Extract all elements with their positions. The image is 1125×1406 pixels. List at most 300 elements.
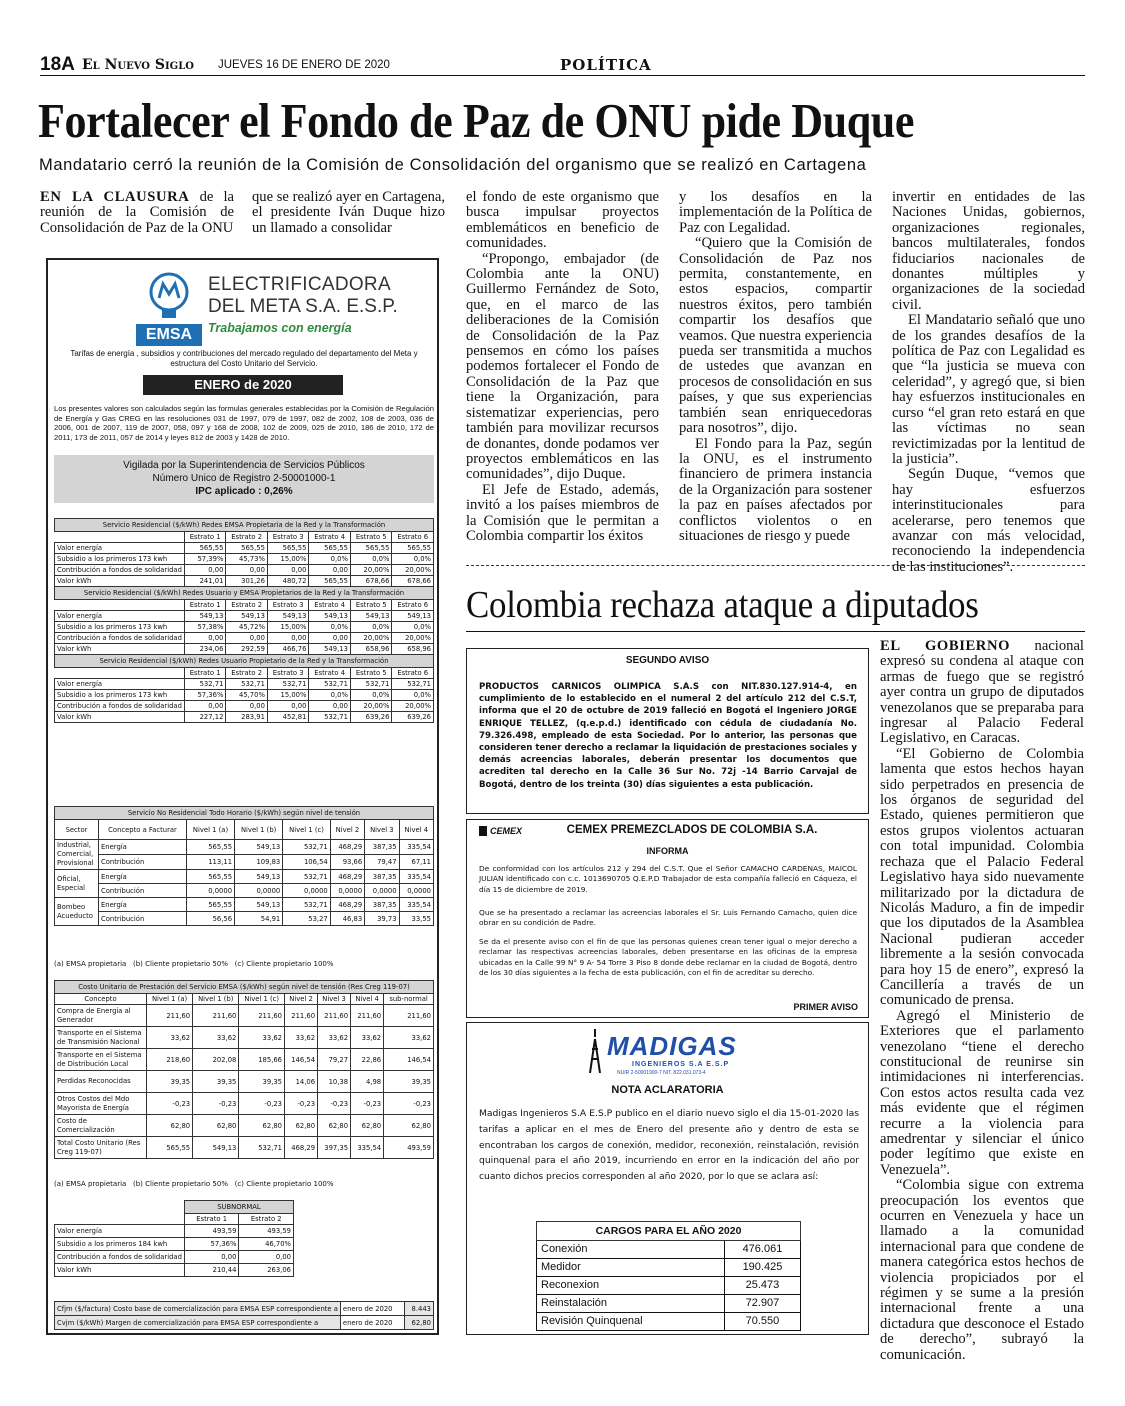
- cu-cell: -0,23: [285, 1093, 318, 1115]
- nr-cell: 387,35: [365, 870, 399, 884]
- cu-cell: 33,62: [318, 1027, 351, 1049]
- nr-cell: 0,0000: [187, 884, 235, 898]
- nr-sector: Bombeo Acueducto: [55, 898, 99, 926]
- article2-body: EL GOBIERNO nacional expresó su condena al ataque con armas de fuego que se registró ayer contra un grupo de diputados venezolanos que se preparaba para ingresar al Palacio Federal Legislativo, en Caracas. “El Gobierno de Colombia lamenta que estos hechos hayan sido perpetrados en presencia de los órganos de seguridad del Estado, quienes permitieron que estos grupos violentos actuaran con total impunidad. Colombia rechaza que el Palacio Federal Legislativo haya sido nuevamente militarizado por la dictadura de Nicolás Maduro, a fin de impedir que los diputados de la Asamblea Nacional pudieran acceder libremente a la sesión convocada para hoy 15 de enero”, expresó la Cancillería a través de un comunicado de prensa. Agregó el Ministerio de Exteriores que el parlamento venezolano “tiene el derecho constitucional de reunirse sin intimidaciones ni interferencias. Con estos actos resulta cada vez más evidente que el régimen recurre a la violencia para amedrentar y silenciar el único poder legítimo que existe en Venezuela”. “Colombia sigue con extrema preocupación los eventos que ocurren en Venezuela y hace un llamado a la comunidad internacional para que condene de manera categórica estos hechos de violencia propiciados por el régimen y se sume a la presión internacional frente a una dictadura que desconoce el Estado de derecho”, subrayó la comunicación.: [880, 638, 1084, 1363]
- emsa-vigilada: Vigilada por la Superintendencia de Servicios Públicos Número Unico de Registro 2-50001000-1 IPC aplicado : 0,26%: [54, 455, 434, 503]
- article1-col2: que se realizó ayer en Cartagena, el presidente Iván Duque hizo un llamado a consolidar: [252, 189, 445, 236]
- res-cell: 532,71: [392, 679, 434, 690]
- res-cell: 0,00: [267, 701, 309, 712]
- nr-cell: 468,29: [330, 870, 364, 884]
- res-cell: 301,26: [226, 576, 268, 587]
- res-cell: 20,00%: [392, 565, 434, 576]
- cu-cell: 62,80: [318, 1115, 351, 1137]
- emsa-fees-wrap: [54, 1301, 434, 1330]
- res-cell: 549,13: [184, 611, 226, 622]
- emsa-ad: [46, 258, 439, 1335]
- cu-cell: -0,23: [318, 1093, 351, 1115]
- res-cell: 20,00%: [392, 633, 434, 644]
- cu-concept: Costo de Comercialización: [55, 1115, 147, 1137]
- res-cell: 565,55: [309, 543, 351, 554]
- madigas-charge-value: 25.473: [724, 1277, 800, 1295]
- res-cell: 532,71: [226, 679, 268, 690]
- madigas-charge-label: Reconexion: [537, 1277, 725, 1295]
- cu-cell: 62,80: [285, 1115, 318, 1137]
- res-cell: 0,00: [184, 565, 226, 576]
- nr-cell: 0,0000: [399, 884, 433, 898]
- nr-cell: 54,91: [235, 912, 283, 926]
- res-cell: 20,00%: [350, 565, 392, 576]
- fee-label: Cfjm ($/factura) Costo base de comercialización para EMSA ESP correspondiente a: [55, 1302, 341, 1316]
- fee-value: 62,80: [405, 1316, 434, 1330]
- res-cell: 678,66: [350, 576, 392, 587]
- res-cell: 0,00: [309, 565, 351, 576]
- sub-row-label: Valor energía: [55, 1225, 185, 1238]
- nr-cell: 56,56: [187, 912, 235, 926]
- nr-cell: 106,54: [283, 855, 331, 870]
- res-cell: 658,96: [392, 644, 434, 655]
- nr-cell: 39,73: [365, 912, 399, 926]
- nr-col-header: Nivel 1 (c): [283, 820, 331, 840]
- cu-cell: 33,62: [285, 1027, 318, 1049]
- nr-cell: 565,55: [187, 898, 235, 912]
- res-col-header: Estrato 6: [392, 532, 434, 543]
- cu-cell: 39,35: [239, 1071, 285, 1093]
- cu-concept: Transporte en el Sistema de Distribución Local: [55, 1049, 147, 1071]
- cu-cell: 79,27: [318, 1049, 351, 1071]
- res-cell: 0,0%: [309, 690, 351, 701]
- res-table-title: Servicio Residencial ($/kWh) Redes Usuario y EMSA Propietarios de la Red y la Transformación: [55, 587, 434, 600]
- cu-cell: 146,54: [285, 1049, 318, 1071]
- sub-cell: 46,70%: [239, 1238, 294, 1251]
- nr-cell: 549,13: [235, 840, 283, 855]
- article1-col3: el fondo de este organismo que busca impulsar proyectos emblemáticos en beneficio de comunidades. “Propongo, embajador (de Colombia ante la ONU) Guillermo Fernández de Soto, que, en el marco de las deliberaciones de la Comisión de Consolidación de la Paz pensemos en cómo los países podemos fortalecer el Fondo de Consolidación de la Paz que tiene la Organización, para sistematizar experiencias, pero también para movilizar recursos de donantes, donde podamos ver proyectos emblemáticos en las comunidades”, dijo Duque. El Jefe de Estado, además, invitó a los países miembros de la Comisión que le permitan a Colombia compartir los éxitos: [466, 189, 659, 544]
- nr-col-header: Nivel 1 (a): [187, 820, 235, 840]
- emsa-month: ENERO de 2020: [143, 375, 343, 395]
- unit-cost-table: [54, 980, 434, 1159]
- nr-cell: 67,11: [399, 855, 433, 870]
- cu-table-title: Costo Unitario de Prestación del Servicio EMSA ($/kWh) según nivel de tensión (Res Creg 119-07): [55, 981, 434, 994]
- nr-cell: 549,13: [235, 870, 283, 884]
- res-cell: 0,00: [184, 701, 226, 712]
- nr-cell: 335,54: [399, 840, 433, 855]
- res-cell: 0,0%: [309, 554, 351, 565]
- aviso-madigas: [466, 1022, 869, 1335]
- res-row-label: Contribución a fondos de solidaridad: [55, 633, 185, 644]
- nr-cell: 532,71: [283, 870, 331, 884]
- madigas-charge-label: Reinstalación: [537, 1295, 725, 1313]
- nr-sector: Oficial, Especial: [55, 870, 99, 898]
- aviso1-body: PRODUCTOS CARNICOS OLIMPICA S.A.S con NIT.830.127.914-4, en cumplimiento de lo establecido en el numeral 2 del artículo 212 del C.S.T, informa que el 20 de octubre de 2019 falleció en Bogotá el Ingeniero JORGE ENRIQUE TELLEZ, (q.e.p.d.) identificado con cédula de ciudadanía No. 79.326.498, empleado de esta Sociedad. Por lo anterior, las personas que consideren tener derecho a reclamar la liquidación de prestaciones sociales y demás acreencias laborales, deberán presentar los documentos que acrediten tal derecho en la Calle 36 Sur No. 72j -14 Barrio Carvajal de Bogotá, dentro de los treinta (30) días siguientes a esta publicación.: [479, 682, 857, 790]
- nr-cell: 565,55: [187, 870, 235, 884]
- cu-cell: 565,55: [147, 1137, 193, 1159]
- madigas-logo-sub: INGENIEROS S.A E.S.P: [632, 1061, 730, 1068]
- res-row-label: Valor energía: [55, 611, 185, 622]
- nr-concept: Energía: [99, 898, 187, 912]
- page-number: 18A: [40, 54, 75, 75]
- nr-sector: Industrial, Comercial, Provisional: [55, 840, 99, 870]
- nr-cell: 387,35: [365, 898, 399, 912]
- res-cell: 15,00%: [267, 622, 309, 633]
- nr-col-header: Nivel 2: [330, 820, 364, 840]
- res-cell: 658,96: [350, 644, 392, 655]
- res-cell: 0,00: [309, 633, 351, 644]
- emsa-legend-2: (a) EMSA propietaria (b) Cliente propietario 50% (c) Cliente propietario 100%: [54, 1180, 334, 1188]
- res-col-header: Estrato 5: [350, 600, 392, 611]
- res-cell: 639,26: [350, 712, 392, 723]
- sub-cell: 0,00: [239, 1251, 294, 1264]
- cu-cell: 33,62: [147, 1027, 193, 1049]
- nr-cell: 532,71: [283, 898, 331, 912]
- cu-cell: -0,23: [239, 1093, 285, 1115]
- article1-title: Fortalecer el Fondo de Paz de ONU pide Duque: [38, 93, 915, 148]
- cu-col-header: Nivel 2: [285, 994, 318, 1005]
- aviso2-p3: Se da el presente aviso con el fin de que las personas quienes crean tener igual o mejor derecho a reclamar las respectivas acreencias laborales, deben presentarse en las oficinas de la empresa ubicadas en la Calle 99 N° 9 A- 54 Torre 3 Piso 8 donde debe reclamar en la ciudad de Bogotá, dentro de los 30 días siguientes a la fecha de esta publicación, con el fin de acreditar su derecho.: [479, 937, 857, 977]
- fee-period: enero de 2020: [340, 1302, 404, 1316]
- nr-cell: 387,35: [365, 840, 399, 855]
- nr-concept: Contribución: [99, 912, 187, 926]
- res-col-header: Estrato 1: [184, 600, 226, 611]
- sub-corner: [55, 1214, 185, 1225]
- sub-cell: 493,59: [239, 1225, 294, 1238]
- res-cell: 565,55: [309, 576, 351, 587]
- res-cell: 45,70%: [226, 690, 268, 701]
- madigas-charge-value: 190.425: [724, 1259, 800, 1277]
- nr-cell: 565,55: [187, 840, 235, 855]
- nr-col-header: Concepto a Facturar: [99, 820, 187, 840]
- cu-cell: 62,80: [239, 1115, 285, 1137]
- res-cell: 45,73%: [226, 554, 268, 565]
- cu-concept: Perdidas Reconocidas: [55, 1071, 147, 1093]
- sub-col-header: Estrato 2: [239, 1214, 294, 1225]
- sub-row-label: Subsidio a los primeros 184 kwh: [55, 1238, 185, 1251]
- nr-cell: 335,54: [399, 870, 433, 884]
- fee-label: Cvjm ($/kWh) Margen de comercialización para EMSA ESP correspondiente a: [55, 1316, 341, 1330]
- cu-cell: 218,60: [147, 1049, 193, 1071]
- res-cell: 15,00%: [267, 690, 309, 701]
- emsa-note: Los presentes valores son calculados según las formulas generales establecidas por la Comisión de Regulación de Energía y Gas CREG en las resoluciones 031 de 1997, 079 de 1997, 082 de 2002, 108 de 2003, 036 de 2006, 001 de 2007, 119 de 2007, 058, 097 y 168 de 2008, 102 de 2009, 025 de 2010, 186 de 2010, 172 de 2011, 173 de 2011, 057 de 2014 y leyes 812 de 2003 y 1428 de 2010.: [54, 404, 434, 442]
- res-cell: 15,00%: [267, 554, 309, 565]
- article1-col5: invertir en entidades de las Naciones Unidas, gobiernos, organizaciones regionales, bancos multilaterales, fondos fiduciarios nacionales de donantes múltiples y organizaciones de la sociedad civil. El Mandatario señaló que uno de los grandes desafíos de la política de Paz con Legalidad es que “la justicia se mueva con celeridad”, y agregó que, si bien hay esfuerzos institucionales en curso “el gran reto estará en que las víctimas no sean revictimizadas por la lentitud de la justicia”. Según Duque, “vemos que hay esfuerzos interinstitucionales para acelerarse, pero tenemos que avanzar con más velocidad, reconociendo la independencia de las instituciones”.: [892, 189, 1085, 575]
- paper-name: El Nuevo Siglo: [82, 57, 194, 73]
- res-cell: 549,13: [350, 611, 392, 622]
- article1-col1: EN LA CLAUSURA de la reunión de la Comisión de Consolidación de Paz de la ONU: [40, 189, 234, 236]
- cu-cell: -0,23: [384, 1093, 434, 1115]
- sub-row-label: Contribución a fondos de solidaridad: [55, 1251, 185, 1264]
- cu-cell: 22,86: [351, 1049, 384, 1071]
- article1-col4: y los desafíos en la implementación de la Política de Paz con Legalidad. “Quiero que la Comisión de Consolidación de Paz nos permita, constantemente, en estos espacios, compartir nuestros éxitos, pero también compartir los desafíos que veamos. Que nuestra experiencia pueda ser transmitida a muchos de ustedes que avanzan en procesos de consolidación en sus países, y que sus experiencias también sean enriquecedoras para nosotros”, dijo. El Fondo para la Paz, según la ONU, es el instrumento financiero de primera instancia de la Organización para sostener la paz en países afectados por conflictos violentos o en situaciones de riesgo y puede: [679, 189, 872, 544]
- cu-cell: 39,35: [193, 1071, 239, 1093]
- res-cell: 639,26: [392, 712, 434, 723]
- res-cell: 678,66: [392, 576, 434, 587]
- cu-cell: 549,13: [193, 1137, 239, 1159]
- cu-cell: -0,23: [193, 1093, 239, 1115]
- res-cell: 57,36%: [184, 690, 226, 701]
- res-cell: 45,72%: [226, 622, 268, 633]
- fee-period: enero de 2020: [340, 1316, 404, 1330]
- cu-cell: 14,06: [285, 1071, 318, 1093]
- emsa-name-2: DEL META S.A. E.S.P.: [208, 296, 398, 317]
- nr-table-title: Servicio No Residencial Todo Horario ($/kWh) según nivel de tensión: [55, 807, 434, 820]
- cu-cell: 62,80: [351, 1115, 384, 1137]
- res-cell: 0,0%: [392, 554, 434, 565]
- nr-cell: 0,0000: [283, 884, 331, 898]
- cu-cell: 33,62: [384, 1027, 434, 1049]
- res-row-label: Contribución a fondos de solidaridad: [55, 701, 185, 712]
- res-col-header: Estrato 3: [267, 668, 309, 679]
- cu-cell: 211,60: [239, 1005, 285, 1027]
- res-cell: 565,55: [392, 543, 434, 554]
- res-cell: 57,38%: [184, 622, 226, 633]
- res-cell: 549,13: [267, 611, 309, 622]
- cu-cell: 185,66: [239, 1049, 285, 1071]
- cemex-logo: CEMEX: [479, 826, 522, 836]
- cu-cell: 532,71: [239, 1137, 285, 1159]
- res-col-header: Estrato 2: [226, 600, 268, 611]
- res-cell: 532,71: [309, 679, 351, 690]
- cu-cell: 211,60: [147, 1005, 193, 1027]
- cu-col-header: sub-normal: [384, 994, 434, 1005]
- res-cell: 549,13: [392, 611, 434, 622]
- res-cell: 57,39%: [184, 554, 226, 565]
- madigas-charge-label: Conexión: [537, 1241, 725, 1259]
- res-col-header: Estrato 4: [309, 600, 351, 611]
- res-cell: 565,55: [350, 543, 392, 554]
- res-row-label: Subsidio a los primeros 173 kwh: [55, 554, 185, 565]
- cu-cell: -0,23: [351, 1093, 384, 1115]
- aviso2-title: CEMEX PREMEZCLADOS DE COLOMBIA S.A.: [566, 824, 818, 836]
- gas-tower-icon: [587, 1029, 603, 1073]
- res-row-label: Valor energía: [55, 543, 185, 554]
- res-row-label: Valor energía: [55, 679, 185, 690]
- res-cell: 20,00%: [392, 701, 434, 712]
- res-col-header: Estrato 3: [267, 532, 309, 543]
- res-cell: 0,0%: [350, 622, 392, 633]
- sub-cell: 493,59: [184, 1225, 239, 1238]
- res-col-header: Estrato 2: [226, 532, 268, 543]
- nr-cell: 468,29: [330, 898, 364, 912]
- nr-concept: Energía: [99, 870, 187, 884]
- cu-cell: 33,62: [351, 1027, 384, 1049]
- res-cell: 0,0%: [392, 622, 434, 633]
- res-col-header: Estrato 1: [184, 532, 226, 543]
- madigas-logo: MADIGAS: [607, 1031, 737, 1061]
- nr-cell: 335,54: [399, 898, 433, 912]
- cu-concept: Compra de Energía al Generador: [55, 1005, 147, 1027]
- aviso2-sub: INFORMA: [646, 846, 689, 856]
- lightbulb-icon: [136, 272, 202, 320]
- fees-table: [54, 1301, 434, 1330]
- sub-col-header: Estrato 1: [184, 1214, 239, 1225]
- emsa-name-1: ELECTRIFICADORA: [208, 274, 391, 295]
- section-name: POLÍTICA: [560, 56, 652, 74]
- nr-cell: 532,71: [283, 840, 331, 855]
- nr-col-header: Nivel 3: [365, 820, 399, 840]
- res-cell: 452,81: [267, 712, 309, 723]
- res-cell: 292,59: [226, 644, 268, 655]
- article1-subtitle: Mandatario cerró la reunión de la Comisión de Consolidación del organismo que se realizó en Cartagena: [39, 156, 867, 174]
- res-cell: 20,00%: [350, 633, 392, 644]
- res-cell: 565,55: [226, 543, 268, 554]
- res-cell: 0,0%: [309, 622, 351, 633]
- res-col-header: Estrato 6: [392, 600, 434, 611]
- res-cell: 565,55: [267, 543, 309, 554]
- aviso-cemex: [466, 819, 869, 1018]
- cu-cell: 62,80: [147, 1115, 193, 1137]
- cu-col-header: Nivel 1 (a): [147, 994, 193, 1005]
- aviso2-p2: Que se ha presentado a reclamar las acreencias laborales el Sr. Luis Fernando Camacho, quien dice obrar en su condición de Padre.: [479, 908, 857, 928]
- cu-cell: 493,59: [384, 1137, 434, 1159]
- nr-cell: 0,0000: [330, 884, 364, 898]
- madigas-table-wrap: [536, 1221, 801, 1331]
- res-cell: 549,13: [226, 611, 268, 622]
- res-col-header: Estrato 4: [309, 668, 351, 679]
- res-cell: 227,12: [184, 712, 226, 723]
- res-cell: 0,0%: [350, 690, 392, 701]
- res-cell: 283,91: [226, 712, 268, 723]
- res-cell: 549,13: [309, 644, 351, 655]
- cu-cell: 335,54: [351, 1137, 384, 1159]
- res-cell: 20,00%: [350, 701, 392, 712]
- res-cell: 0,00: [226, 565, 268, 576]
- res-cell: 0,00: [267, 565, 309, 576]
- cu-cell: 33,62: [239, 1027, 285, 1049]
- nr-cell: 109,83: [235, 855, 283, 870]
- res-col-header: Estrato 5: [350, 668, 392, 679]
- cu-cell: 62,80: [384, 1115, 434, 1137]
- res-row-label: Valor kWh: [55, 644, 185, 655]
- cu-concept: Total Costo Unitario (Res Creg 119-07): [55, 1137, 147, 1159]
- nr-cell: 79,47: [365, 855, 399, 870]
- res-cell: 565,55: [184, 543, 226, 554]
- cu-col-header: Nivel 1 (c): [239, 994, 285, 1005]
- madigas-charge-value: 476.061: [724, 1241, 800, 1259]
- madigas-table: [536, 1221, 801, 1331]
- madigas-charge-label: Medidor: [537, 1259, 725, 1277]
- cu-concept: Otros Costos del Mdo Mayorista de Energía: [55, 1093, 147, 1115]
- nr-concept: Contribución: [99, 855, 187, 870]
- res-col-header: Estrato 6: [392, 668, 434, 679]
- cu-cell: 211,60: [351, 1005, 384, 1027]
- cu-cell: 39,35: [384, 1071, 434, 1093]
- aviso-olimpica: [466, 648, 869, 814]
- madigas-title: NOTA ACLARATORIA: [611, 1084, 724, 1096]
- cu-cell: 468,29: [285, 1137, 318, 1159]
- nr-cell: 0,0000: [365, 884, 399, 898]
- nr-cell: 46,83: [330, 912, 364, 926]
- res-cell: 480,72: [267, 576, 309, 587]
- res-corner: [55, 532, 185, 543]
- nr-cell: 549,13: [235, 898, 283, 912]
- emsa-short: EMSA: [136, 324, 202, 346]
- res-row-label: Subsidio a los primeros 173 kwh: [55, 622, 185, 633]
- subnormal-table: [54, 1200, 294, 1277]
- sub-row-label: Valor kWh: [55, 1264, 185, 1277]
- res-cell: 0,00: [226, 633, 268, 644]
- nr-col-header: Nivel 4: [399, 820, 433, 840]
- cu-cell: 4,98: [351, 1071, 384, 1093]
- madigas-charge-value: 72.907: [724, 1295, 800, 1313]
- cu-cell: 62,80: [193, 1115, 239, 1137]
- section-divider: [466, 565, 1085, 566]
- res-col-header: Estrato 2: [226, 668, 268, 679]
- emsa-logo: [136, 272, 202, 344]
- res-col-header: Estrato 4: [309, 532, 351, 543]
- cu-col-header: Concepto: [55, 994, 147, 1005]
- res-cell: 532,71: [309, 712, 351, 723]
- cu-cell: 211,60: [384, 1005, 434, 1027]
- article2-title: Colombia rechaza ataque a diputados: [466, 584, 979, 626]
- sub-corner: [55, 1201, 185, 1214]
- non-residential-table: [54, 806, 434, 926]
- res-cell: 0,0%: [350, 554, 392, 565]
- madigas-nit: NUIR 2-50001900-7 NIT. 822.031.073-4: [617, 1070, 706, 1076]
- cu-concept: Transporte en el Sistema de Transmisión Nacional: [55, 1027, 147, 1049]
- res-col-header: Estrato 5: [350, 532, 392, 543]
- res-cell: 532,71: [184, 679, 226, 690]
- emsa-nr-table-wrap: [54, 806, 434, 926]
- res-cell: 0,00: [267, 633, 309, 644]
- cu-cell: 397,35: [318, 1137, 351, 1159]
- res-cell: 241,01: [184, 576, 226, 587]
- page-header: [40, 54, 1085, 76]
- cu-cell: 211,60: [285, 1005, 318, 1027]
- res-cell: 0,0%: [392, 690, 434, 701]
- sub-table-title: SUBNORMAL: [184, 1201, 293, 1214]
- emsa-slogan: Trabajamos con energía: [208, 321, 352, 335]
- res-corner: [55, 668, 185, 679]
- emsa-cu-table-wrap: [54, 980, 434, 1159]
- sub-cell: 210,44: [184, 1264, 239, 1277]
- res-corner: [55, 600, 185, 611]
- res-cell: 549,13: [309, 611, 351, 622]
- cu-cell: 202,08: [193, 1049, 239, 1071]
- nr-col-header: Nivel 1 (b): [235, 820, 283, 840]
- cu-cell: -0,23: [147, 1093, 193, 1115]
- nr-cell: 113,11: [187, 855, 235, 870]
- issue-date: JUEVES 16 DE ENERO DE 2020: [218, 59, 390, 71]
- res-cell: 532,71: [267, 679, 309, 690]
- aviso1-title: SEGUNDO AVISO: [625, 655, 710, 666]
- res-col-header: Estrato 1: [184, 668, 226, 679]
- res-cell: 0,00: [184, 633, 226, 644]
- cu-cell: 211,60: [318, 1005, 351, 1027]
- residential-table: [54, 518, 434, 723]
- cu-col-header: Nivel 3: [318, 994, 351, 1005]
- res-row-label: Valor kWh: [55, 576, 185, 587]
- res-row-label: Contribución a fondos de solidaridad: [55, 565, 185, 576]
- nr-cell: 53,27: [283, 912, 331, 926]
- cu-cell: 33,62: [193, 1027, 239, 1049]
- fee-value: 8.443: [405, 1302, 434, 1316]
- nr-cell: 33,55: [399, 912, 433, 926]
- res-cell: 532,71: [350, 679, 392, 690]
- sub-cell: 0,00: [184, 1251, 239, 1264]
- nr-col-header: Sector: [55, 820, 99, 840]
- cu-col-header: Nivel 1 (b): [193, 994, 239, 1005]
- res-table-title: Servicio Residencial ($/kWh) Redes Usuario Propietario de la Red y la Transformación: [55, 655, 434, 668]
- sub-cell: 57,36%: [184, 1238, 239, 1251]
- madigas-charge-value: 70.550: [724, 1313, 800, 1331]
- sub-cell: 263,06: [239, 1264, 294, 1277]
- article2-rule: [466, 631, 1085, 632]
- cu-cell: 146,54: [384, 1049, 434, 1071]
- emsa-res-tables: [54, 518, 434, 723]
- res-cell: 466,76: [267, 644, 309, 655]
- emsa-legend-1: (a) EMSA propietaria (b) Cliente propietario 50% (c) Cliente propietario 100%: [54, 960, 334, 968]
- res-cell: 0,00: [226, 701, 268, 712]
- madigas-table-title: CARGOS PARA EL AÑO 2020: [537, 1222, 801, 1241]
- cu-cell: 10,38: [318, 1071, 351, 1093]
